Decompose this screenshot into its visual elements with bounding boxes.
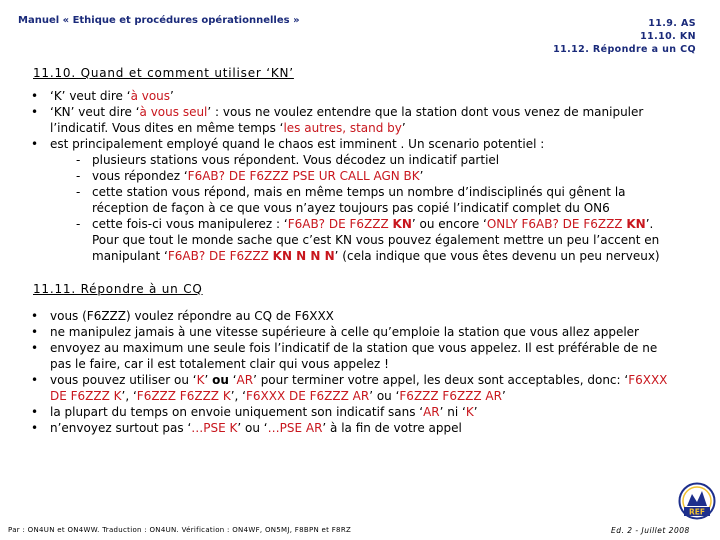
list-item: • est principalement employé quand le chaos est imminent . Un scenario potentiel : - plusieurs stations vous répondent. Vous décodez un indicatif partiel - vous répondez ‘F6AB? DE F6ZZZ PSE UR CALL AGN BK’ - cette station vous répond, mais en même temps un nombre d’indisciplinés qui gênent la réception de façon à ce que vous n’ayez toujours pas copié l’indicatif complet du ON6 - cette fois-ci vous manipulerez : ‘F6AB? DE F6ZZZ KN’ ou encore ‘ONLY F6AB? DE F6ZZZ KN’. Pour que tout le monde sache que c’est KN vous pouvez également mettre un peu l’accent en manipulant ‘F6AB? DE F6ZZZ KN N N N’ (cela indique que vous êtes devenu un peu nerveux) bbox=[30, 136, 680, 264]
list-item: • n’envoyez surtout pas ‘…PSE K’ ou ‘…PSE AR’ à la fin de votre appel bbox=[30, 420, 680, 436]
ref-logo-icon bbox=[678, 482, 716, 522]
manual-title: Manuel « Ethique et procédures opérationnelles » bbox=[18, 15, 300, 26]
section-references bbox=[553, 17, 696, 56]
scenario-step: - cette fois-ci vous manipulerez : ‘F6AB? DE F6ZZZ KN’ ou encore ‘ONLY F6AB? DE F6ZZZ KN’. Pour que tout le monde sache que c’est KN vous pouvez également mettre un peu l’accent en manipulant ‘F6AB? DE F6ZZZ KN N N N’ (cela indique que vous êtes devenu un peu nerveux) bbox=[72, 216, 680, 264]
ref-item: 11.12. Répondre a un CQ bbox=[553, 44, 696, 55]
list-item: • la plupart du temps on envoie uniquement son indicatif sans ‘AR’ ni ‘K’ bbox=[30, 404, 680, 420]
list-item: • ne manipulez jamais à une vitesse supérieure à celle qu’emploie la station que vous allez appeler bbox=[30, 324, 680, 340]
scenario-step: - vous répondez ‘F6AB? DE F6ZZZ PSE UR CALL AGN BK’ bbox=[72, 168, 680, 184]
footer-edition: Ed. 2 - Juillet 2008 bbox=[611, 526, 690, 535]
ref-item: 11.9. AS bbox=[648, 18, 696, 29]
list-item: • ‘KN’ veut dire ‘à vous seul’ : vous ne voulez entendre que la station dont vous venez de manipuler l’indicatif. Vous dites en même temps ‘les autres, stand by’ bbox=[30, 104, 680, 136]
scenario-step: - plusieurs stations vous répondent. Vous décodez un indicatif partiel bbox=[72, 152, 680, 168]
list-item: • vous (F6ZZZ) voulez répondre au CQ de F6XXX bbox=[30, 308, 680, 324]
section-title-kn: 11.10. Quand et comment utiliser ‘KN’ bbox=[33, 66, 294, 80]
scenario-step: - cette station vous répond, mais en même temps un nombre d’indisciplinés qui gênent la réception de façon à ce que vous n’ayez toujours pas copié l’indicatif complet du ON6 bbox=[72, 184, 680, 216]
logo-text: REF bbox=[688, 507, 706, 517]
list-item: • vous pouvez utiliser ou ‘K’ ou ‘AR’ pour terminer votre appel, les deux sont acceptables, donc: ‘F6XXX DE F6ZZZ K’, ‘F6ZZZ F6ZZZ K’, ‘F6XXX DE F6ZZZ AR’ ou ‘F6ZZZ F6ZZZ AR’ bbox=[30, 372, 680, 404]
section-title-cq: 11.11. Répondre à un CQ bbox=[33, 282, 203, 296]
kn-bullet-list bbox=[30, 88, 680, 264]
scenario-list bbox=[50, 152, 680, 264]
footer-credits: Par : ON4UN et ON4WW. Traduction : ON4UN. Vérification : ON4WF, ON5MJ, F8BPN et F8RZ bbox=[8, 526, 352, 534]
list-item: • envoyez au maximum une seule fois l’indicatif de la station que vous appelez. Il est préférable de ne pas le faire, car il est totalement clair qui vous appelez ! bbox=[30, 340, 680, 372]
ref-item: 11.10. KN bbox=[640, 31, 696, 42]
cq-bullet-list bbox=[30, 308, 680, 436]
list-item: • ‘K’ veut dire ‘à vous’ bbox=[30, 88, 680, 104]
